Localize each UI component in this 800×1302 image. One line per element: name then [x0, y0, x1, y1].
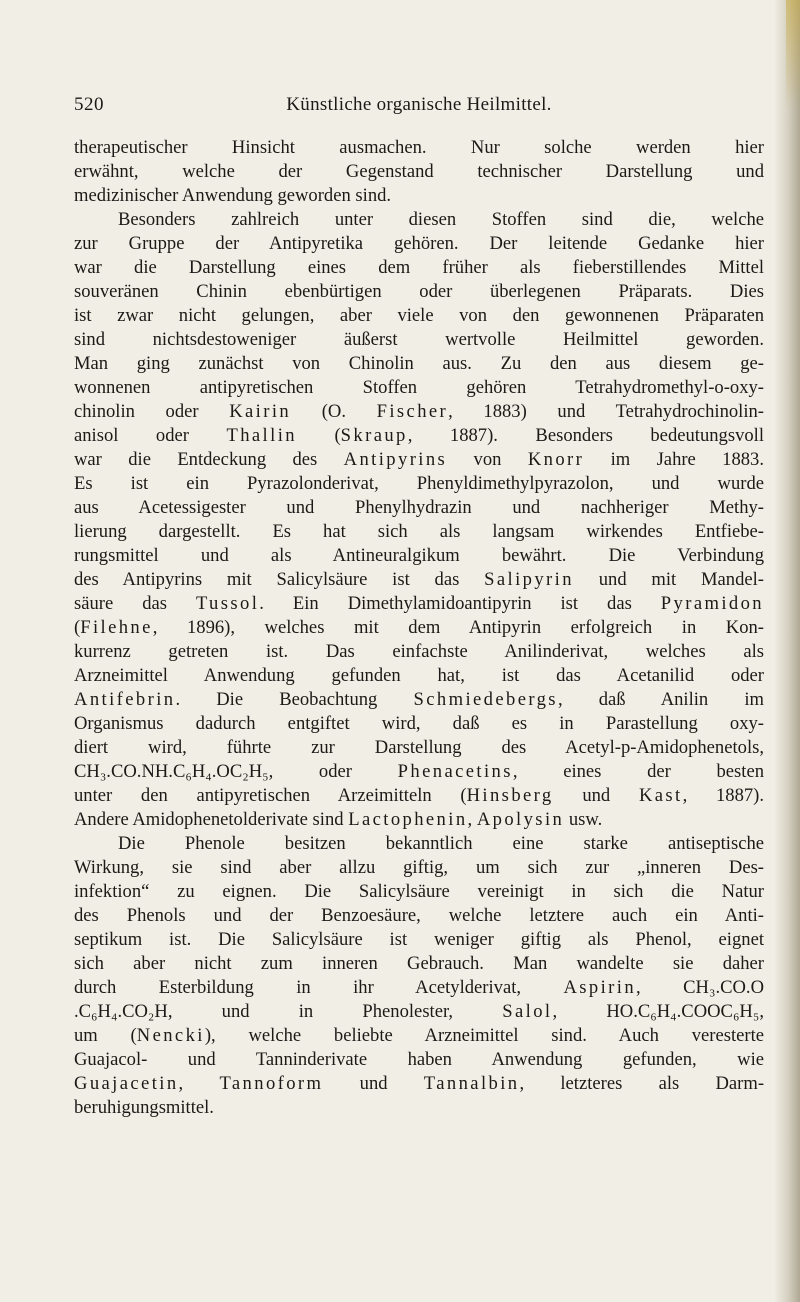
spaced-term: Lactophenin	[348, 809, 468, 830]
text-segment: Besonders zahlreich unter diesen Stoffen sind die, welche	[118, 209, 764, 230]
page-header	[74, 94, 764, 118]
text-segment: war die Darstellung eines dem früher als fieberstillendes Mittel	[74, 257, 764, 278]
text-segment: um (	[74, 1025, 137, 1046]
text-line	[74, 472, 764, 496]
text-segment: (	[74, 617, 81, 638]
text-line	[74, 856, 764, 880]
text-segment: im Jahre 1883.	[584, 449, 765, 470]
text-line	[74, 376, 764, 400]
spaced-term: Kast	[638, 785, 683, 806]
text-line	[74, 712, 764, 736]
text-line	[74, 136, 764, 160]
text-line	[74, 1072, 764, 1096]
text-line	[74, 568, 764, 592]
text-line	[74, 280, 764, 304]
text-segment: , HO.C₆H₄.COOC₆H₅,	[552, 1001, 764, 1022]
text-segment: und	[323, 1073, 424, 1094]
text-segment: Guajacol- und Tanninderivate haben Anwendung gefunden, wie	[74, 1049, 764, 1070]
spaced-term: Tannoform	[219, 1073, 324, 1094]
text-segment: Man ging zunächst von Chinolin aus. Zu den aus diesem ge-	[74, 353, 764, 374]
text-line	[74, 160, 764, 184]
text-segment: CH₃.CO.NH.C₆H₄.OC₂H₅, oder	[74, 761, 398, 782]
text-line	[74, 400, 764, 424]
spaced-term: Schmiedebergs	[413, 689, 558, 710]
text-segment: , daß Anilin im	[557, 689, 764, 710]
text-segment: Organismus dadurch entgiftet wird, daß es in Parastellung oxy-	[74, 713, 764, 734]
text-segment: beruhigungsmittel.	[74, 1097, 214, 1118]
text-segment: ,	[178, 1073, 220, 1094]
text-segment: Wirkung, sie sind aber allzu giftig, um sich zur „inneren Des-	[74, 857, 764, 878]
text-line	[74, 904, 764, 928]
text-line	[74, 1024, 764, 1048]
spaced-term: Apolysin	[476, 809, 565, 830]
text-segment: , CH₃.CO.O	[636, 977, 764, 998]
text-segment: , 1883) und Tetrahydrochinolin-	[448, 401, 764, 422]
page-number: 520	[74, 94, 104, 115]
text-line	[74, 640, 764, 664]
spaced-term: Hinsberg	[466, 785, 554, 806]
spaced-term: Antifebrin	[74, 689, 176, 710]
text-line	[74, 592, 764, 616]
text-line	[74, 808, 764, 832]
text-segment: von	[447, 449, 528, 470]
text-segment: anisol oder	[74, 425, 227, 446]
text-segment: (O.	[291, 401, 377, 422]
text-segment: und mit Mandel-	[573, 569, 765, 590]
text-segment: ,	[467, 809, 477, 830]
text-segment: unter den antipyretischen Arzeimitteln (	[74, 785, 467, 806]
text-line	[74, 760, 764, 784]
text-segment: durch Esterbildung in ihr Acetylderivat,	[74, 977, 564, 998]
text-line	[74, 688, 764, 712]
text-segment: erwähnt, welche der Gegenstand technischer Darstellung und	[74, 161, 764, 182]
spaced-term: Aspirin	[563, 977, 637, 998]
spaced-term: Antipyrins	[343, 449, 448, 470]
text-segment: . Die Beobachtung	[175, 689, 414, 710]
spaced-term: Knorr	[527, 449, 585, 470]
spaced-term: Salipyrin	[484, 569, 574, 590]
spaced-term: Tannalbin	[423, 1073, 520, 1094]
text-segment: (	[296, 425, 341, 446]
spaced-term: Filehne	[80, 617, 153, 638]
text-line	[74, 832, 764, 856]
text-segment: sind nichtsdestoweniger äußerst wertvolle Heilmittel geworden.	[74, 329, 764, 350]
text-line	[74, 880, 764, 904]
text-segment: zur Gruppe der Antipyretika gehören. Der leitende Gedanke hier	[74, 233, 764, 254]
text-segment: aus Acetessigester und Phenylhydrazin und nachheriger Methy-	[74, 497, 764, 518]
text-segment: . Ein Dimethylamidoantipyrin ist das	[259, 593, 661, 614]
text-line	[74, 616, 764, 640]
text-line	[74, 544, 764, 568]
text-line	[74, 736, 764, 760]
text-line	[74, 448, 764, 472]
text-segment: chinolin oder	[74, 401, 230, 422]
page-edge-stain	[786, 0, 800, 110]
text-segment: souveränen Chinin ebenbürtigen oder überlegenen Präparats. Dies	[74, 281, 764, 302]
text-line	[74, 1048, 764, 1072]
text-segment: medizinischer Anwendung geworden sind.	[74, 185, 392, 206]
text-segment: septikum ist. Die Salicylsäure ist weniger giftig als Phenol, eignet	[74, 929, 764, 950]
text-segment: , eines der besten	[512, 761, 765, 782]
text-segment: wonnenen antipyretischen Stoffen gehören Tetrahydromethyl-o-oxy-	[74, 377, 764, 398]
text-line	[74, 1096, 764, 1120]
text-line	[74, 1000, 764, 1024]
page-edge-shadow	[774, 0, 800, 1302]
text-line	[74, 496, 764, 520]
body-text	[74, 136, 764, 1120]
spaced-term: Phenacetins	[397, 761, 513, 782]
text-line	[74, 256, 764, 280]
text-segment: therapeutischer Hinsicht ausmachen. Nur solche werden hier	[74, 137, 764, 158]
text-segment: Die Phenole besitzen bekanntlich eine starke antiseptische	[118, 833, 764, 854]
spaced-term: Salol	[502, 1001, 553, 1022]
text-line	[74, 304, 764, 328]
text-line	[74, 184, 764, 208]
text-segment: rungsmittel und als Antineuralgikum bewährt. Die Verbindung	[74, 545, 764, 566]
text-line	[74, 232, 764, 256]
text-segment: .C₆H₄.CO₂H, und in Phenolester,	[74, 1001, 503, 1022]
text-segment: des Phenols und der Benzoesäure, welche letztere auch ein Anti-	[74, 905, 764, 926]
text-segment: , letzteres als Darm-	[519, 1073, 765, 1094]
text-segment: usw.	[564, 809, 603, 830]
spaced-term: Thallin	[226, 425, 297, 446]
spaced-term: Guajacetin	[74, 1073, 179, 1094]
text-segment: , 1887).	[682, 785, 765, 806]
text-segment: sich aber nicht zum inneren Gebrauch. Man wandelte sie daher	[74, 953, 764, 974]
spaced-term: Skraup	[340, 425, 408, 446]
text-segment: ), welche beliebte Arzneimittel sind. Auch veresterte	[204, 1025, 764, 1046]
text-line	[74, 424, 764, 448]
spaced-term: Pyramidon	[660, 593, 764, 614]
spaced-term: Tussol	[195, 593, 260, 614]
text-segment: Andere Amidophenetolderivate sind	[74, 809, 349, 830]
running-head: Künstliche organische Heilmittel.	[286, 94, 552, 115]
text-line	[74, 784, 764, 808]
text-segment: infektion“ zu eignen. Die Salicylsäure vereinigt in sich die Natur	[74, 881, 764, 902]
text-segment: war die Entdeckung des	[74, 449, 344, 470]
text-line	[74, 976, 764, 1000]
text-line	[74, 664, 764, 688]
spaced-term: Fischer	[376, 401, 449, 422]
text-segment: diert wird, führte zur Darstellung des Acetyl-p-Amidophenetols,	[74, 737, 764, 758]
text-segment: ist zwar nicht gelungen, aber viele von den gewonnenen Präparaten	[74, 305, 764, 326]
spaced-term: Nencki	[136, 1025, 205, 1046]
text-line	[74, 952, 764, 976]
text-segment: , 1887). Besonders bedeutungsvoll	[407, 425, 765, 446]
text-segment: kurrenz getreten ist. Das einfachste Anilinderivat, welches als	[74, 641, 764, 662]
text-segment: und	[553, 785, 639, 806]
text-line	[74, 208, 764, 232]
text-segment: Arzneimittel Anwendung gefunden hat, ist das Acetanilid oder	[74, 665, 764, 686]
text-segment: lierung dargestellt. Es hat sich als langsam wirkendes Entfiebe-	[74, 521, 764, 542]
text-line	[74, 928, 764, 952]
text-line	[74, 328, 764, 352]
text-segment: säure das	[74, 593, 196, 614]
text-segment: Es ist ein Pyrazolonderivat, Phenyldimethylpyrazolon, und wurde	[74, 473, 764, 494]
spaced-term: Kairin	[229, 401, 292, 422]
text-line	[74, 520, 764, 544]
text-line	[74, 352, 764, 376]
text-segment: des Antipyrins mit Salicylsäure ist das	[74, 569, 485, 590]
text-segment: , 1896), welches mit dem Antipyrin erfolgreich in Kon-	[152, 617, 764, 638]
